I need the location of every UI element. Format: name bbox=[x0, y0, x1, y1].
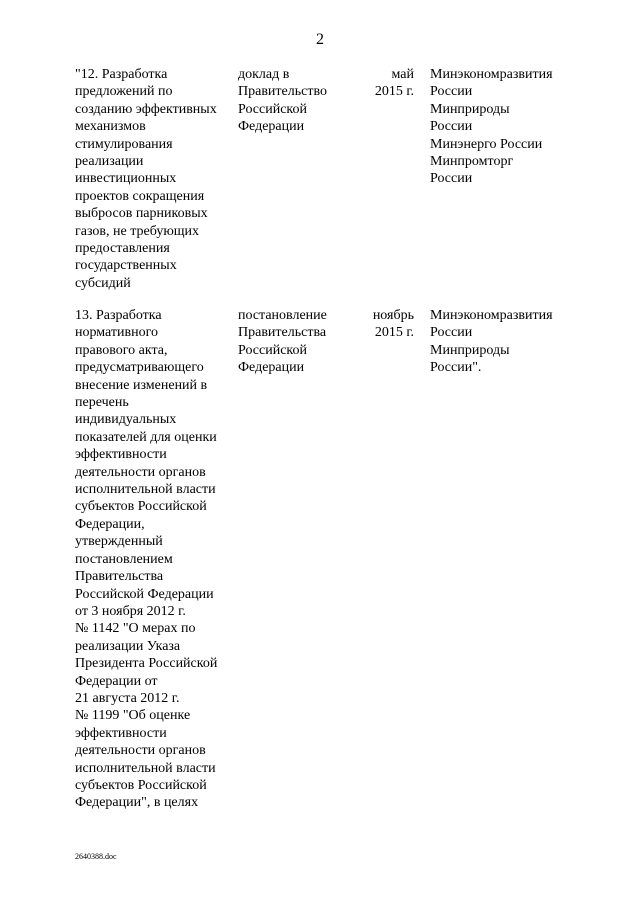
task-line: Правительства bbox=[75, 569, 164, 585]
result-line: постановление bbox=[238, 308, 327, 323]
task-line: от 3 ноября 2012 г. bbox=[75, 603, 186, 619]
task-line: субсидий bbox=[75, 275, 131, 291]
task-line: Президента Российской bbox=[75, 656, 218, 672]
task-line: деятельности органов bbox=[75, 743, 206, 759]
responsible-line: России bbox=[430, 171, 473, 187]
task-line: механизмов bbox=[75, 119, 146, 135]
task-line: постановлением bbox=[75, 551, 173, 567]
task-line: выбросов парниковых bbox=[75, 206, 208, 222]
task-line: нормативного bbox=[75, 325, 159, 341]
row-2-responsible bbox=[430, 307, 553, 377]
task-line: эффективности bbox=[75, 725, 167, 741]
task-line: "12. Разработка bbox=[75, 67, 168, 82]
task-line: эффективности bbox=[75, 447, 167, 463]
task-line: созданию эффективных bbox=[75, 101, 217, 117]
task-line: индивидуальных bbox=[75, 412, 177, 428]
task-line: проектов сокращения bbox=[75, 188, 205, 204]
task-line: Федерации", в целях bbox=[75, 795, 199, 811]
row-2-deadline bbox=[362, 307, 414, 342]
responsible-line: России bbox=[430, 325, 473, 341]
result-line: Российской bbox=[238, 101, 307, 117]
row-2-result bbox=[238, 307, 327, 377]
task-line: Федерации, bbox=[75, 516, 145, 532]
row-1-result bbox=[238, 66, 327, 136]
task-line: исполнительной власти bbox=[75, 482, 216, 498]
responsible-line: Минприроды bbox=[430, 342, 510, 358]
row-1-task bbox=[75, 66, 217, 292]
responsible-line: Минэкономразвития bbox=[430, 308, 553, 323]
deadline-line: май bbox=[391, 67, 414, 82]
responsible-line: России bbox=[430, 119, 473, 135]
task-line: 21 августа 2012 г. bbox=[75, 690, 180, 706]
deadline-line: ноябрь bbox=[372, 308, 414, 323]
task-line: утвержденный bbox=[75, 534, 163, 550]
task-line: № 1199 "Об оценке bbox=[75, 708, 191, 724]
task-line: предложений по bbox=[75, 84, 173, 100]
result-line: Федерации bbox=[238, 360, 305, 376]
result-line: доклад в bbox=[238, 67, 290, 82]
task-line: предусматривающего bbox=[75, 360, 204, 376]
deadline-line: 2015 г. bbox=[374, 84, 414, 100]
task-line: инвестиционных bbox=[75, 171, 177, 187]
task-line: Российской Федерации bbox=[75, 586, 214, 602]
responsible-line: Минэнерго России bbox=[430, 136, 543, 152]
result-line: Российской bbox=[238, 342, 307, 358]
responsible-line: России". bbox=[430, 360, 482, 376]
task-line: реализации bbox=[75, 154, 144, 170]
page-number: 2 bbox=[316, 31, 324, 48]
document-filename: 2640388.doc bbox=[75, 852, 117, 861]
result-line: Правительства bbox=[238, 325, 327, 341]
responsible-line: России bbox=[430, 84, 473, 100]
task-line: газов, не требующих bbox=[75, 223, 200, 239]
row-1-responsible bbox=[430, 66, 553, 188]
deadline-line: 2015 г. bbox=[374, 325, 414, 341]
task-line: предоставления bbox=[75, 241, 170, 257]
row-2-task bbox=[75, 307, 217, 812]
task-line: 13. Разработка bbox=[75, 308, 162, 323]
task-line: правового акта, bbox=[75, 342, 168, 358]
task-line: перечень bbox=[75, 395, 129, 411]
task-line: № 1142 "О мерах по bbox=[75, 621, 196, 637]
result-line: Федерации bbox=[238, 119, 305, 135]
task-line: реализации Указа bbox=[75, 638, 181, 654]
task-line: субъектов Российской bbox=[75, 499, 207, 515]
task-line: субъектов Российской bbox=[75, 777, 207, 793]
task-line: государственных bbox=[75, 258, 177, 274]
responsible-line: Минпромторг bbox=[430, 154, 514, 170]
task-line: внесение изменений в bbox=[75, 377, 208, 393]
task-line: исполнительной власти bbox=[75, 760, 216, 776]
task-line: показателей для оценки bbox=[75, 429, 217, 445]
row-1-deadline bbox=[362, 66, 414, 101]
task-line: Федерации от bbox=[75, 673, 158, 689]
task-line: стимулирования bbox=[75, 136, 173, 152]
responsible-line: Минэкономразвития bbox=[430, 67, 553, 82]
task-line: деятельности органов bbox=[75, 464, 206, 480]
result-line: Правительство bbox=[238, 84, 327, 100]
responsible-line: Минприроды bbox=[430, 101, 510, 117]
